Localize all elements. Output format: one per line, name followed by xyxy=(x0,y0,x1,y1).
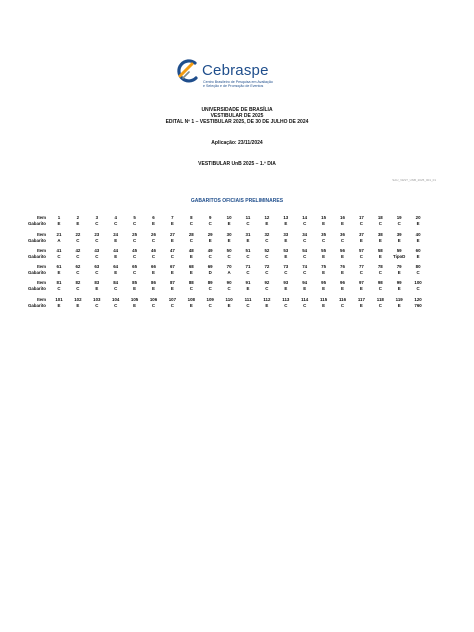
item-number: 22 xyxy=(75,232,81,237)
answer-value: C xyxy=(378,303,382,308)
answer-value: E xyxy=(189,270,193,275)
answer-value: E xyxy=(416,238,420,243)
answer-block xyxy=(0,297,474,311)
item-number: 21 xyxy=(56,232,62,237)
item-number: 119 xyxy=(395,297,403,302)
item-number: 97 xyxy=(358,280,364,285)
item-number: 103 xyxy=(93,297,101,302)
answer-value: C xyxy=(114,303,118,308)
answer-block xyxy=(0,215,474,229)
answer-value: C xyxy=(378,221,382,226)
item-number: 47 xyxy=(169,248,175,253)
answer-value: C xyxy=(208,286,212,291)
answer-value: C xyxy=(284,303,288,308)
item-number: 100 xyxy=(414,280,422,285)
item-number: 58 xyxy=(377,248,383,253)
item-number: 52 xyxy=(264,248,270,253)
item-label: Item xyxy=(36,297,46,302)
document-code: SAU_VEST_UNB_2025_001_01 xyxy=(392,178,436,182)
item-number: 29 xyxy=(207,232,213,237)
answer-value: C xyxy=(303,303,307,308)
answer-value: E xyxy=(416,221,420,226)
answer-value: E xyxy=(170,270,174,275)
answer-value: C xyxy=(189,286,193,291)
answer-value: C xyxy=(265,286,269,291)
item-number: 112 xyxy=(263,297,271,302)
item-number: 111 xyxy=(244,297,252,302)
answer-value: E xyxy=(322,221,326,226)
header-vestibular: VESTIBULAR DE 2025 xyxy=(210,113,264,119)
answer-value: E xyxy=(397,303,401,308)
item-number: 77 xyxy=(358,264,364,269)
answer-value: C xyxy=(95,221,99,226)
answer-value: E xyxy=(57,270,61,275)
item-number: 65 xyxy=(132,264,138,269)
item-number: 20 xyxy=(415,215,421,220)
item-number: 23 xyxy=(94,232,100,237)
answer-value: C xyxy=(76,238,80,243)
item-number: 3 xyxy=(95,215,99,220)
item-number: 117 xyxy=(357,297,365,302)
answer-value: C xyxy=(303,221,307,226)
answer-value: C xyxy=(265,254,269,259)
item-number: 25 xyxy=(132,232,138,237)
answer-value: E xyxy=(246,238,250,243)
item-number: 53 xyxy=(283,248,289,253)
answer-value: E xyxy=(114,254,118,259)
item-number: 51 xyxy=(245,248,251,253)
answer-value: C xyxy=(57,286,61,291)
answer-block xyxy=(0,264,474,278)
item-number: 70 xyxy=(226,264,232,269)
item-number: 114 xyxy=(301,297,309,302)
answer-value: E xyxy=(208,238,212,243)
answer-value: C xyxy=(189,221,193,226)
item-number: 6 xyxy=(152,215,155,220)
item-number: 69 xyxy=(207,264,213,269)
item-label: Item xyxy=(36,232,46,237)
item-number: 16 xyxy=(340,215,345,220)
item-number: 37 xyxy=(358,232,364,237)
gabarito-label: Gabarito xyxy=(27,286,46,291)
answer-block xyxy=(0,280,474,294)
answer-value: C xyxy=(246,254,250,259)
answer-value: E xyxy=(189,303,193,308)
answer-value: 760 xyxy=(414,303,422,308)
answer-row xyxy=(0,221,474,227)
answer-value: C xyxy=(246,270,250,275)
answer-value: A xyxy=(57,238,61,243)
answer-value: E xyxy=(152,270,155,275)
item-number: 41 xyxy=(56,248,62,253)
answer-value: C xyxy=(378,286,382,291)
answer-value: C xyxy=(133,270,137,275)
answer-value: E xyxy=(303,286,307,291)
answer-value: E xyxy=(76,221,80,226)
answer-value: C xyxy=(95,254,99,259)
item-number: 73 xyxy=(283,264,289,269)
answer-value: E xyxy=(284,254,288,259)
cebraspe-emblem-icon xyxy=(175,58,201,84)
answer-value: C xyxy=(340,238,345,243)
answer-row xyxy=(0,254,474,260)
gabarito-label: Gabarito xyxy=(27,221,46,226)
item-number: 90 xyxy=(226,280,232,285)
answer-value: E xyxy=(170,238,174,243)
item-number: 98 xyxy=(377,280,383,285)
item-number: 46 xyxy=(151,248,156,253)
answer-value: C xyxy=(359,270,363,275)
item-number: 82 xyxy=(75,280,81,285)
item-label: Item xyxy=(36,264,46,269)
item-number: 43 xyxy=(94,248,100,253)
answer-value: E xyxy=(397,270,401,275)
item-number: 91 xyxy=(245,280,251,285)
item-number: 113 xyxy=(282,297,290,302)
item-number: 35 xyxy=(321,232,327,237)
item-number: 50 xyxy=(226,248,232,253)
answer-value: A xyxy=(227,270,231,275)
item-number: 116 xyxy=(338,297,347,302)
item-number: 36 xyxy=(340,232,345,237)
answer-value: E xyxy=(378,238,382,243)
answer-value: E xyxy=(284,238,288,243)
item-number: 33 xyxy=(283,232,289,237)
item-number: 38 xyxy=(377,232,383,237)
item-number: 109 xyxy=(206,297,214,302)
item-number: 92 xyxy=(264,280,270,285)
item-number: 4 xyxy=(114,215,117,220)
answer-value: E xyxy=(359,238,363,243)
answer-value: C xyxy=(95,238,99,243)
item-number: 26 xyxy=(151,232,156,237)
item-number: 94 xyxy=(302,280,308,285)
item-number: 78 xyxy=(377,264,383,269)
answer-value: C xyxy=(76,270,80,275)
gabarito-label: Gabarito xyxy=(27,254,46,259)
item-number: 48 xyxy=(188,248,194,253)
item-number: 62 xyxy=(75,264,81,269)
logo-tagline xyxy=(203,80,283,89)
header-university: UNIVERSIDADE DE BRASÍLIA xyxy=(201,107,273,113)
item-number: 61 xyxy=(56,264,62,269)
answer-value: E xyxy=(227,238,231,243)
item-number: 11 xyxy=(245,215,251,220)
item-number: 63 xyxy=(94,264,100,269)
item-number: 30 xyxy=(226,232,232,237)
item-number: 32 xyxy=(264,232,270,237)
answer-value: E xyxy=(341,286,344,291)
answer-value: E xyxy=(416,254,420,259)
gabarito-label: Gabarito xyxy=(27,270,46,275)
item-number: 71 xyxy=(245,264,251,269)
item-number: 81 xyxy=(56,280,62,285)
item-number: 34 xyxy=(302,232,308,237)
answer-value: C xyxy=(189,238,193,243)
answer-value: C xyxy=(114,286,118,291)
item-number: 17 xyxy=(358,215,364,220)
item-number: 5 xyxy=(133,215,136,220)
item-number: 18 xyxy=(377,215,383,220)
answer-value: C xyxy=(265,270,269,275)
item-number: 118 xyxy=(376,297,384,302)
answer-value: C xyxy=(151,238,156,243)
item-number: 39 xyxy=(396,232,402,237)
item-number: 87 xyxy=(169,280,175,285)
item-number: 96 xyxy=(340,280,345,285)
answer-value: E xyxy=(341,221,344,226)
item-number: 68 xyxy=(188,264,194,269)
item-number: 102 xyxy=(74,297,82,302)
item-number: 1 xyxy=(57,215,61,220)
answer-value: E xyxy=(170,221,174,226)
item-label: Item xyxy=(36,248,46,253)
item-number: 93 xyxy=(283,280,289,285)
answer-value: E xyxy=(246,286,250,291)
item-number: 19 xyxy=(396,215,402,220)
header-exam-day: VESTIBULAR UnB 2025 – 1.º DIA xyxy=(198,161,276,167)
answer-value: E xyxy=(265,221,269,226)
answer-value: C xyxy=(151,254,156,259)
item-number: 108 xyxy=(187,297,195,302)
answer-value: C xyxy=(303,270,307,275)
answer-value: E xyxy=(227,221,231,226)
answer-value: C xyxy=(359,221,363,226)
answer-value: E xyxy=(114,270,118,275)
item-number: 7 xyxy=(171,215,174,220)
answer-value: E xyxy=(284,286,288,291)
item-number: 110 xyxy=(225,297,233,302)
answer-value: E xyxy=(76,303,80,308)
answer-value: E xyxy=(133,286,137,291)
item-number: 104 xyxy=(112,297,120,302)
answer-value: E xyxy=(152,286,155,291)
answer-value: E xyxy=(170,286,174,291)
answer-row xyxy=(0,238,474,244)
answer-value: E xyxy=(341,270,344,275)
item-number: 28 xyxy=(188,232,194,237)
answer-value: C xyxy=(170,254,174,259)
item-number: 66 xyxy=(151,264,156,269)
header-aplicacao: Aplicação: 23/11/2024 xyxy=(211,140,263,146)
item-number: 107 xyxy=(168,297,177,302)
answer-row xyxy=(0,303,474,309)
answer-value: C xyxy=(227,254,231,259)
answer-value: C xyxy=(284,270,288,275)
answer-value: C xyxy=(57,254,61,259)
answer-value: C xyxy=(303,254,307,259)
answer-value: C xyxy=(133,221,137,226)
item-number: 59 xyxy=(396,248,402,253)
item-number: 74 xyxy=(302,264,308,269)
answer-value: E xyxy=(378,254,382,259)
answer-value: TipoD xyxy=(393,254,406,259)
item-number: 88 xyxy=(188,280,194,285)
item-number: 12 xyxy=(264,215,270,220)
answer-value: E xyxy=(341,254,344,259)
answer-value: C xyxy=(76,286,80,291)
item-number: 27 xyxy=(169,232,175,237)
item-number: 115 xyxy=(320,297,328,302)
item-number: 99 xyxy=(396,280,402,285)
answer-value: E xyxy=(95,286,99,291)
item-number: 60 xyxy=(415,248,421,253)
answer-value: C xyxy=(95,303,99,308)
answer-value: E xyxy=(265,303,269,308)
answer-value: C xyxy=(246,221,250,226)
header-edital: EDITAL Nº 1 – VESTIBULAR 2025, DE 30 DE JULHO DE 2024 xyxy=(165,119,309,125)
answer-value: C xyxy=(227,286,231,291)
answer-value: E xyxy=(359,303,363,308)
item-number: 15 xyxy=(321,215,327,220)
answer-value: C xyxy=(246,303,250,308)
item-number: 8 xyxy=(190,215,193,220)
answer-row xyxy=(0,286,474,292)
answer-value: E xyxy=(227,303,231,308)
answer-value: E xyxy=(133,303,137,308)
answer-value: C xyxy=(322,238,326,243)
item-number: 44 xyxy=(113,248,119,253)
answer-value: C xyxy=(95,270,99,275)
answer-value: E xyxy=(359,286,363,291)
answer-value: E xyxy=(322,254,326,259)
item-label: Item xyxy=(36,280,46,285)
item-number: 31 xyxy=(245,232,251,237)
item-number: 95 xyxy=(321,280,327,285)
answer-value: C xyxy=(208,303,212,308)
item-number: 57 xyxy=(358,248,364,253)
answer-value: E xyxy=(322,270,326,275)
item-number: 101 xyxy=(55,297,63,302)
answer-value: C xyxy=(378,270,382,275)
answer-value: C xyxy=(208,221,212,226)
answer-value: D xyxy=(208,270,212,275)
item-label: Item xyxy=(36,215,46,220)
item-number: 55 xyxy=(321,248,327,253)
item-number: 86 xyxy=(151,280,156,285)
answer-key-title: GABARITOS OFICIAIS PRELIMINARES xyxy=(190,198,284,204)
gabarito-label: Gabarito xyxy=(27,303,46,308)
answer-value: C xyxy=(133,238,137,243)
answer-value: E xyxy=(322,286,326,291)
item-number: 49 xyxy=(207,248,213,253)
answer-value: C xyxy=(151,303,156,308)
answer-value: E xyxy=(57,303,61,308)
answer-value: E xyxy=(397,286,401,291)
item-number: 14 xyxy=(302,215,308,220)
cebraspe-logo xyxy=(175,58,285,94)
item-number: 10 xyxy=(226,215,232,220)
item-number: 72 xyxy=(264,264,270,269)
answer-value: C xyxy=(76,254,80,259)
answer-value: C xyxy=(170,303,174,308)
answer-value: E xyxy=(57,221,61,226)
item-number: 105 xyxy=(130,297,139,302)
answer-value: C xyxy=(359,254,363,259)
answer-value: C xyxy=(208,254,212,259)
item-number: 13 xyxy=(283,215,289,220)
answer-value: C xyxy=(340,303,345,308)
answer-value: E xyxy=(114,238,118,243)
item-number: 24 xyxy=(113,232,119,237)
answer-value: E xyxy=(322,303,326,308)
answer-value: E xyxy=(284,221,288,226)
answer-row xyxy=(0,270,474,276)
item-number: 45 xyxy=(132,248,138,253)
answer-value: E xyxy=(397,238,401,243)
answer-block xyxy=(0,232,474,246)
logo-tagline-line: e Seleção e de Promoção de Eventos xyxy=(203,84,264,89)
logo-tagline-line: Centro Brasileiro de Pesquisa em Avaliação xyxy=(203,80,273,84)
item-number: 75 xyxy=(321,264,327,269)
item-number: 42 xyxy=(75,248,81,253)
answer-block xyxy=(0,248,474,262)
item-number: 89 xyxy=(207,280,213,285)
item-number: 56 xyxy=(340,248,345,253)
logo-name: Cebraspe xyxy=(202,62,269,79)
item-number: 9 xyxy=(208,215,212,220)
answer-value: E xyxy=(152,221,155,226)
answer-value: C xyxy=(416,270,420,275)
item-number: 83 xyxy=(94,280,100,285)
answer-value: C xyxy=(133,254,137,259)
item-number: 85 xyxy=(132,280,138,285)
gabarito-label: Gabarito xyxy=(27,238,46,243)
item-number: 67 xyxy=(169,264,175,269)
answer-value: E xyxy=(189,254,193,259)
answer-value: C xyxy=(265,238,269,243)
item-number: 2 xyxy=(76,215,80,220)
item-number: 80 xyxy=(415,264,421,269)
item-number: 106 xyxy=(149,297,158,302)
item-number: 84 xyxy=(113,280,119,285)
answer-value: C xyxy=(416,286,420,291)
item-number: 40 xyxy=(415,232,421,237)
item-number: 120 xyxy=(414,297,422,302)
answer-value: C xyxy=(303,238,307,243)
answer-value: C xyxy=(114,221,118,226)
item-number: 64 xyxy=(113,264,119,269)
answer-value: C xyxy=(397,221,401,226)
item-number: 54 xyxy=(302,248,308,253)
item-number: 76 xyxy=(340,264,345,269)
item-number: 79 xyxy=(396,264,402,269)
